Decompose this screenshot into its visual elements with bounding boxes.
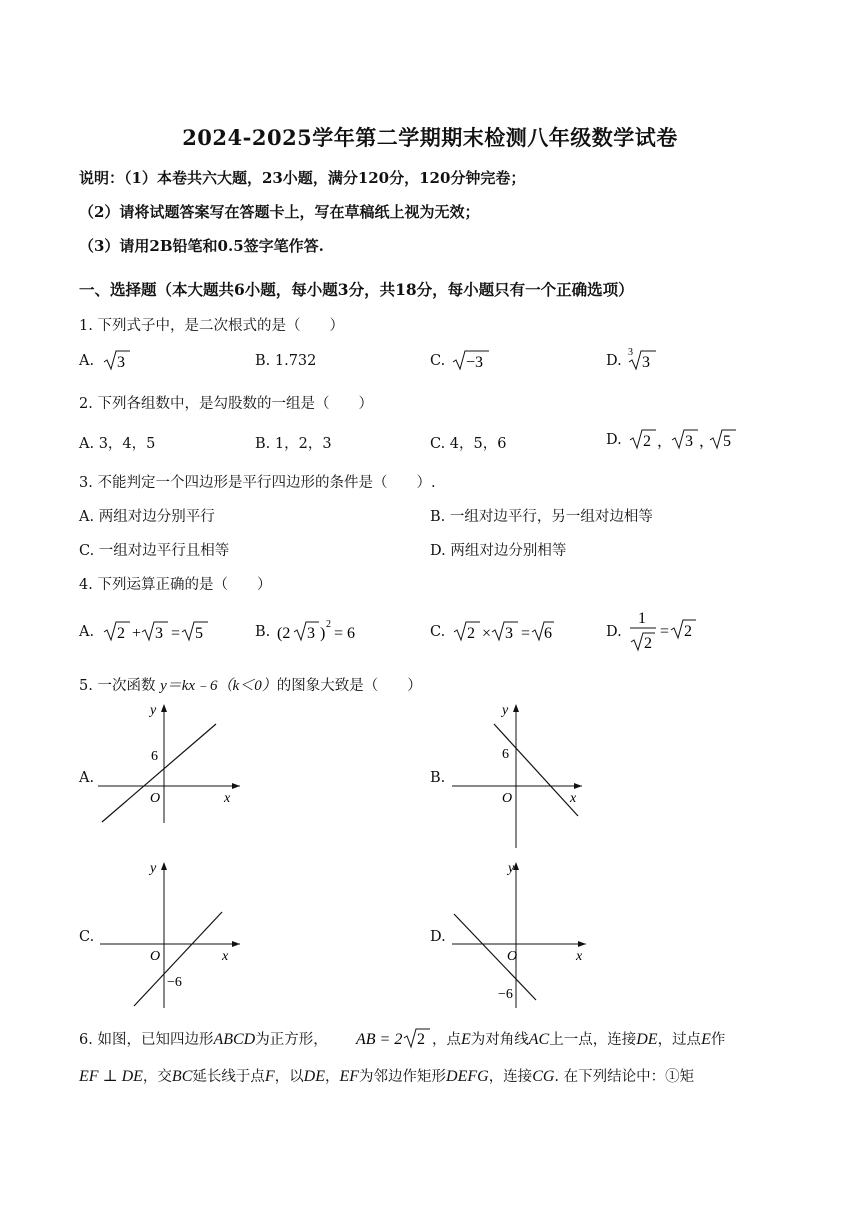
q3-option-d: D. 两组对边分别相等: [430, 543, 567, 559]
origin-label: O: [507, 949, 518, 964]
q2-d-r1: 2: [643, 433, 651, 450]
q6-ab-radicand: 2: [417, 1031, 425, 1048]
line-graph-c: [134, 912, 222, 1006]
question-6-line-1: 6. 如图，已知四边形ABCD为正方形，: [79, 1031, 328, 1048]
q4-a-r3: 3: [155, 625, 163, 642]
q4-option-a-label: A.: [79, 624, 95, 640]
q4-d-eq: =: [660, 623, 670, 640]
q4-d-numerator: 1: [638, 610, 646, 627]
q4-option-c-expr: [452, 618, 556, 644]
q6-ab-text: AB = 2: [356, 1031, 403, 1048]
q4-a-r5: 5: [195, 625, 203, 642]
x-axis-arrow: [232, 783, 240, 789]
q4-b-close: ): [320, 625, 326, 642]
origin-label: O: [502, 791, 513, 806]
q1-b-value: 1.732: [274, 353, 317, 369]
q1-option-c-radical: [451, 348, 491, 372]
q2-option-d-label: D.: [606, 432, 622, 448]
q4-c-eq: =: [521, 625, 531, 642]
q1-d-index: 3: [628, 347, 633, 358]
question-3-stem: 3. 不能判定一个四边形是平行四边形的条件是（ ）.: [79, 475, 436, 491]
q4-option-b-expr: [275, 614, 365, 644]
q1-b-label: B.: [255, 353, 271, 369]
q5-stem-prefix: 5. 一次函数: [79, 678, 161, 694]
q5-option-b-label: B.: [430, 770, 446, 786]
q4-b-eq: =: [334, 625, 344, 642]
question-1-stem: 1. 下列式子中，是二次根式的是（ ）: [79, 318, 344, 334]
q4-c-times: ×: [482, 625, 492, 642]
q4-a-r2: 2: [117, 625, 125, 642]
q3-option-b: B. 一组对边平行，另一组对边相等: [430, 509, 653, 525]
q5-graph-d: [450, 856, 600, 1008]
q2-option-a: A. 3，4，5: [79, 436, 156, 452]
intercept-label: 6: [502, 747, 509, 762]
q3-option-c: C. 一组对边平行且相等: [79, 543, 230, 559]
q4-d-denominator: 2: [644, 635, 652, 652]
question-6-line-1-rest: ，点E为对角线AC上一点，连接DE，过点E作: [432, 1031, 726, 1048]
q1-option-a-label: A.: [79, 353, 95, 369]
q1-a-value: 3: [117, 354, 125, 371]
q4-c-r6: 6: [544, 625, 552, 642]
x-label: x: [570, 791, 577, 806]
line-graph-a: [102, 724, 216, 822]
y-label: y: [150, 703, 157, 718]
section-1-heading: 一、选择题（本大题共6小题，每小题3分，共18分，每小题只有一个正确选项）: [79, 280, 634, 299]
q4-b-rhs: 6: [347, 625, 355, 642]
q4-option-a-expr: [102, 618, 212, 644]
q6-ab-equation: [354, 1024, 434, 1052]
x-axis-arrow: [574, 783, 582, 789]
y-label: y: [508, 861, 515, 876]
question-2-stem: 2. 下列各组数中，是勾股数的一组是（ ）: [79, 396, 373, 412]
q5-option-d-label: D.: [430, 929, 446, 945]
q5-stem-suffix: 的图象大致是（ ）: [276, 678, 422, 694]
q4-b-open: (2: [277, 625, 291, 642]
instructions-line-2: （2）请将试题答案写在答题卡上，写在草稿纸上视为无效；: [79, 203, 480, 221]
q2-d-r3: 5: [723, 433, 731, 450]
x-axis-arrow: [232, 941, 240, 947]
q4-c-r2: 2: [467, 625, 475, 642]
q1-option-a-radical: [102, 348, 132, 372]
q5-option-c-label: C.: [79, 929, 95, 945]
q4-option-c-label: C.: [430, 624, 446, 640]
q2-d-comma-2: ，: [699, 434, 715, 450]
q2-d-r2: 3: [685, 433, 693, 450]
q2-option-d-values: [628, 426, 740, 452]
q1-option-b: [255, 353, 316, 369]
q5-graph-b: [450, 698, 600, 848]
q4-b-exponent: 2: [326, 619, 331, 630]
instructions-line-1: 说明：（1）本卷共六大题，23小题，满分120分，120分钟完卷；: [79, 169, 526, 187]
question-6-line-2: EF ⊥ DE，交BC延长线于点F，以DE，EF为邻边作矩形DEFG，连接CG. 在下列结论中：①矩: [79, 1068, 695, 1085]
q4-option-d-expr: [628, 606, 698, 654]
y-label: y: [502, 703, 509, 718]
q1-d-value: 3: [642, 354, 650, 371]
q2-option-b: B. 1，2，3: [255, 436, 332, 452]
origin-label: O: [150, 791, 161, 806]
intercept-label: −6: [167, 975, 182, 990]
q4-b-r3: 3: [307, 625, 315, 642]
intercept-label: −6: [498, 987, 513, 1002]
q1-option-c-label: C.: [430, 353, 446, 369]
x-label: x: [576, 949, 583, 964]
y-axis-arrow: [161, 704, 167, 712]
q4-d-rhs: 2: [684, 623, 692, 640]
instructions-line-3: （3）请用2B铅笔和0.5签字笔作答.: [79, 237, 324, 255]
intercept-label: 6: [151, 749, 158, 764]
q5-graph-c: [98, 856, 248, 1008]
x-label: x: [222, 949, 229, 964]
q4-option-b-label: B.: [255, 624, 271, 640]
question-5-stem: [79, 674, 422, 695]
q4-a-plus: +: [132, 625, 142, 642]
q4-c-r3: 3: [505, 625, 513, 642]
q5-option-a-label: A.: [79, 770, 95, 786]
x-axis-arrow: [578, 941, 586, 947]
q1-option-d-label: D.: [606, 353, 622, 369]
q3-option-a: A. 两组对边分别平行: [79, 509, 215, 525]
q5-graph-a: [98, 698, 248, 828]
x-label: x: [224, 791, 231, 806]
y-label: y: [150, 861, 157, 876]
line-graph-d: [454, 914, 536, 1000]
origin-label: O: [150, 949, 161, 964]
q5-function: y＝kx﹣6（k＜0）: [160, 678, 277, 694]
page-title: 2024-2025学年第二学期期末检测八年级数学试卷: [182, 125, 678, 150]
question-4-stem: 4. 下列运算正确的是（ ）: [79, 577, 272, 593]
y-axis-arrow: [161, 862, 167, 870]
y-axis-arrow: [513, 704, 519, 712]
q1-c-value: −3: [466, 354, 484, 371]
q2-d-comma-1: ，: [657, 434, 673, 450]
q2-option-c: C. 4，5，6: [430, 436, 507, 452]
q1-option-d-cube-root: [626, 344, 660, 372]
q4-option-d-label: D.: [606, 624, 622, 640]
q4-a-eq: =: [171, 625, 181, 642]
